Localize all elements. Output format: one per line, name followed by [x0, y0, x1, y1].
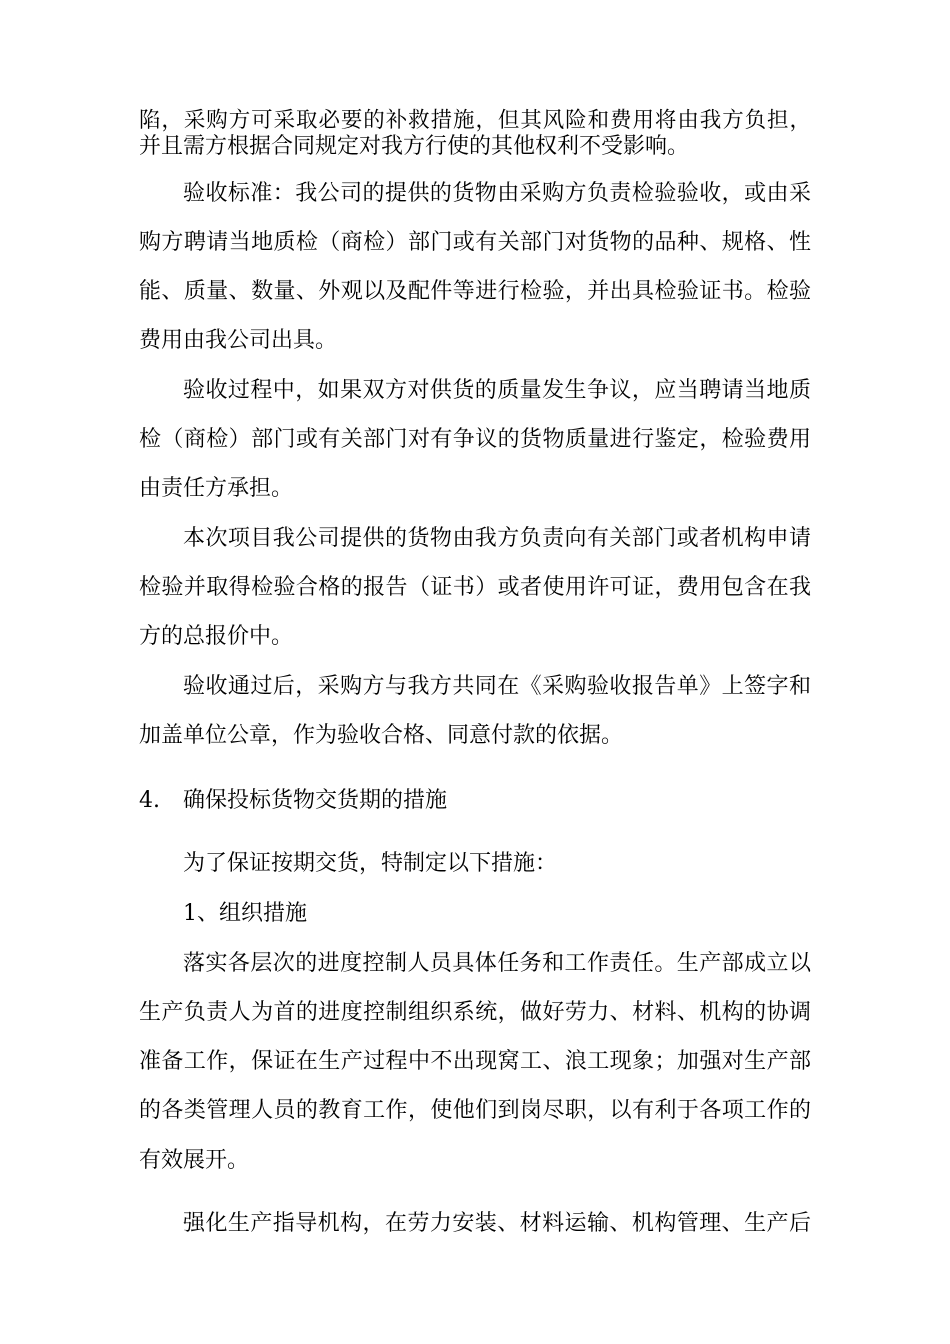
paragraph-line: 验收过程中，如果双方对供货的质量发生争议，应当聘请当地质 — [183, 378, 811, 403]
paragraph-line: 由责任方承担。 — [139, 476, 294, 501]
paragraph-line: 购方聘请当地质检（商检）部门或有关部门对货物的品种、规格、性 — [139, 230, 811, 255]
paragraph-line: 的各类管理人员的教育工作，使他们到岗尽职，以有利于各项工作的 — [139, 1098, 811, 1123]
section-number: 4. — [139, 788, 160, 813]
section-title: 确保投标货物交货期的措施 — [183, 788, 448, 813]
section-heading — [139, 788, 447, 814]
paragraph-line: 验收标准：我公司的提供的货物由采购方负责检验验收，或由采 — [183, 181, 811, 206]
paragraph-line: 方的总报价中。 — [139, 624, 294, 649]
paragraph-line: 能、质量、数量、外观以及配件等进行检验，并出具检验证书。检验 — [139, 279, 811, 304]
paragraph-line: 本次项目我公司提供的货物由我方负责向有关部门或者机构申请 — [183, 526, 811, 551]
paragraph-line: 检验并取得检验合格的报告（证书）或者使用许可证，费用包含在我 — [139, 575, 811, 600]
paragraph-line: 生产负责人为首的进度控制组织系统，做好劳力、材料、机构的协调 — [139, 1000, 811, 1025]
paragraph-line: 为了保证按期交货，特制定以下措施： — [183, 851, 558, 876]
paragraph-line: 费用由我公司出具。 — [139, 328, 338, 353]
paragraph-line: 强化生产指导机构，在劳力安装、材料运输、机构管理、生产后 — [183, 1211, 811, 1236]
paragraph-line: 检（商检）部门或有关部门对有争议的货物质量进行鉴定，检验费用 — [139, 427, 811, 452]
paragraph-line: 准备工作，保证在生产过程中不出现窝工、浪工现象；加强对生产部 — [139, 1049, 811, 1074]
paragraph-line: 落实各层次的进度控制人员具体任务和工作责任。生产部成立以 — [183, 951, 811, 976]
paragraph-line: 加盖单位公章，作为验收合格、同意付款的依据。 — [139, 723, 624, 748]
paragraph-line: 陷，采购方可采取必要的补救措施，但其风险和费用将由我方负担， — [139, 108, 811, 133]
subsection-heading: 1、组织措施 — [183, 901, 307, 926]
paragraph-line: 有效展开。 — [139, 1148, 250, 1173]
paragraph-line: 并且需方根据合同规定对我方行使的其他权利不受影响。 — [139, 134, 690, 159]
paragraph-line: 验收通过后，采购方与我方共同在《采购验收报告单》上签字和 — [183, 674, 811, 699]
